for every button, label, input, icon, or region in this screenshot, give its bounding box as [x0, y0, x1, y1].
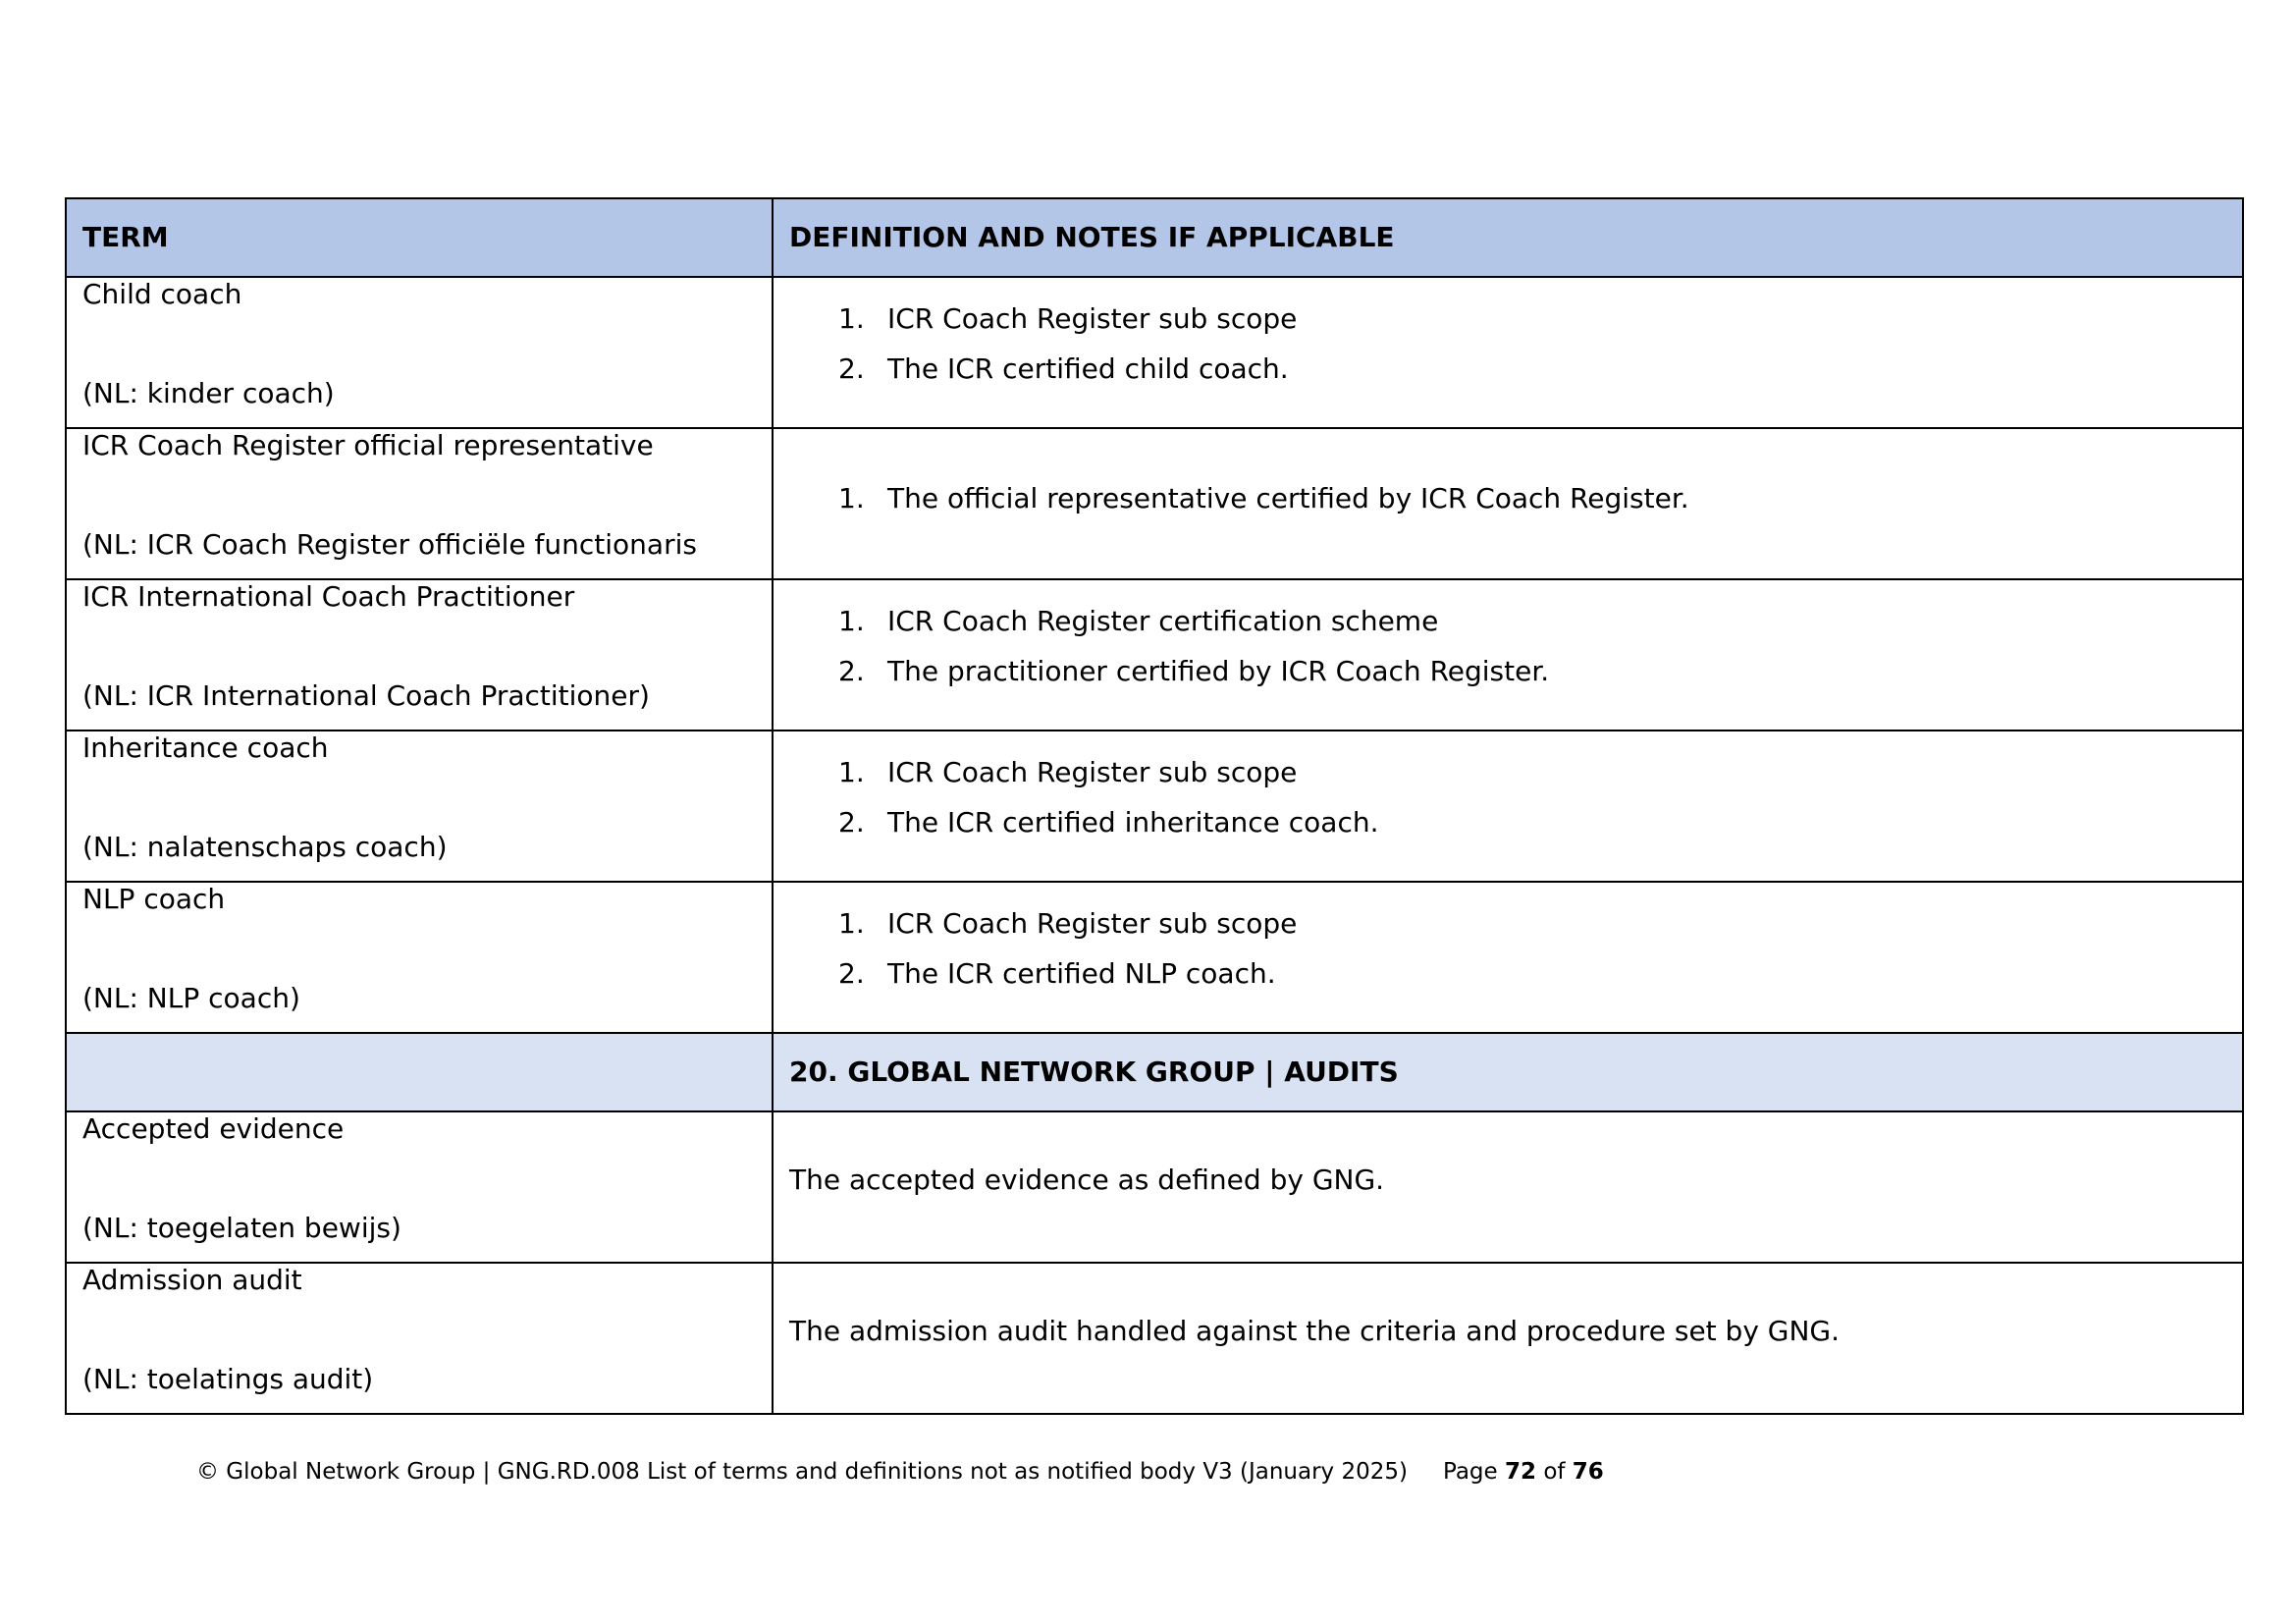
definition-cell	[773, 277, 2243, 428]
table-row	[66, 882, 2243, 1033]
list-number: 1.	[838, 907, 865, 940]
list-text: ICR Coach Register sub scope	[887, 756, 1298, 788]
list-text: The ICR certified child coach.	[887, 352, 1289, 385]
list-text: ICR Coach Register certification scheme	[887, 605, 1439, 637]
list-number: 1.	[838, 605, 865, 637]
definition-cell	[773, 579, 2243, 731]
definition-cell	[773, 1111, 2243, 1263]
page-label: Page	[1442, 1459, 1498, 1485]
page-current: 72	[1504, 1459, 1536, 1485]
term-cell	[66, 277, 773, 428]
table-header-row	[66, 198, 2243, 277]
list-number: 2.	[838, 352, 865, 385]
section-title: 20. GLOBAL NETWORK GROUP | AUDITS	[773, 1033, 2243, 1111]
list-item	[774, 482, 2226, 532]
list-text: The practitioner certified by ICR Coach Register.	[887, 655, 1550, 687]
term-name: ICR International Coach Practitioner	[82, 580, 575, 613]
definition-list	[774, 605, 2226, 705]
term-cell	[66, 1263, 773, 1414]
header-definition: DEFINITION AND NOTES IF APPLICABLE	[773, 198, 2243, 277]
term-name: Admission audit	[82, 1264, 302, 1296]
definitions-table	[65, 197, 2244, 1415]
table-row	[66, 1111, 2243, 1263]
list-number: 1.	[838, 756, 865, 788]
list-text: The official representative certified by ICR Coach Register.	[887, 482, 1689, 514]
definition-list	[774, 756, 2226, 856]
term-cell	[66, 1111, 773, 1263]
table-row	[66, 1263, 2243, 1414]
term-dutch: (NL: ICR Coach Register officiële functionaris	[82, 528, 697, 561]
term-dutch: (NL: kinder coach)	[82, 377, 335, 409]
definition-list	[774, 302, 2226, 403]
term-name: ICR Coach Register official representative	[82, 429, 654, 461]
term-name: NLP coach	[82, 883, 226, 915]
list-number: 2.	[838, 655, 865, 687]
page-total: 76	[1572, 1459, 1604, 1485]
table-row	[66, 579, 2243, 731]
term-dutch: (NL: NLP coach)	[82, 982, 300, 1014]
section-empty-cell	[66, 1033, 773, 1111]
header-term: TERM	[66, 198, 773, 277]
list-number: 1.	[838, 302, 865, 335]
list-text: ICR Coach Register sub scope	[887, 302, 1298, 335]
section-header-row	[66, 1033, 2243, 1111]
definition-text: The admission audit handled against the criteria and procedure set by GNG.	[789, 1315, 1841, 1347]
definition-list	[774, 907, 2226, 1007]
list-text: The ICR certified inheritance coach.	[887, 806, 1379, 839]
term-name: Accepted evidence	[82, 1112, 345, 1145]
term-name: Child coach	[82, 278, 242, 310]
definition-text: The accepted evidence as defined by GNG.	[789, 1164, 1385, 1196]
definition-list	[774, 482, 2226, 532]
list-number: 1.	[838, 482, 865, 514]
table-row	[66, 731, 2243, 882]
term-cell	[66, 579, 773, 731]
term-dutch: (NL: ICR International Coach Practitioner)	[82, 679, 650, 712]
list-item	[774, 605, 2226, 655]
definition-cell	[773, 428, 2243, 579]
table-row	[66, 428, 2243, 579]
list-item	[774, 806, 2226, 856]
list-item	[774, 655, 2226, 705]
page-number	[1443, 1459, 1604, 1485]
term-cell	[66, 731, 773, 882]
list-item	[774, 907, 2226, 957]
definition-cell	[773, 1263, 2243, 1414]
term-dutch: (NL: nalatenschaps coach)	[82, 831, 448, 863]
list-number: 2.	[838, 957, 865, 990]
term-dutch: (NL: toegelaten bewijs)	[82, 1212, 401, 1244]
list-item	[774, 352, 2226, 403]
list-item	[774, 957, 2226, 1007]
definition-cell	[773, 882, 2243, 1033]
page-footer	[196, 1457, 1604, 1487]
list-item	[774, 756, 2226, 806]
list-item	[774, 302, 2226, 352]
table-row	[66, 277, 2243, 428]
term-cell	[66, 428, 773, 579]
list-number: 2.	[838, 806, 865, 839]
term-cell	[66, 882, 773, 1033]
term-name: Inheritance coach	[82, 731, 329, 764]
term-dutch: (NL: toelatings audit)	[82, 1363, 374, 1395]
definition-cell	[773, 731, 2243, 882]
list-text: The ICR certified NLP coach.	[887, 957, 1276, 990]
footer-copyright: © Global Network Group | GNG.RD.008 List of terms and definitions not as notified body V3 (January 2025)	[196, 1459, 1408, 1485]
list-text: ICR Coach Register sub scope	[887, 907, 1298, 940]
page-of: of	[1543, 1459, 1566, 1485]
